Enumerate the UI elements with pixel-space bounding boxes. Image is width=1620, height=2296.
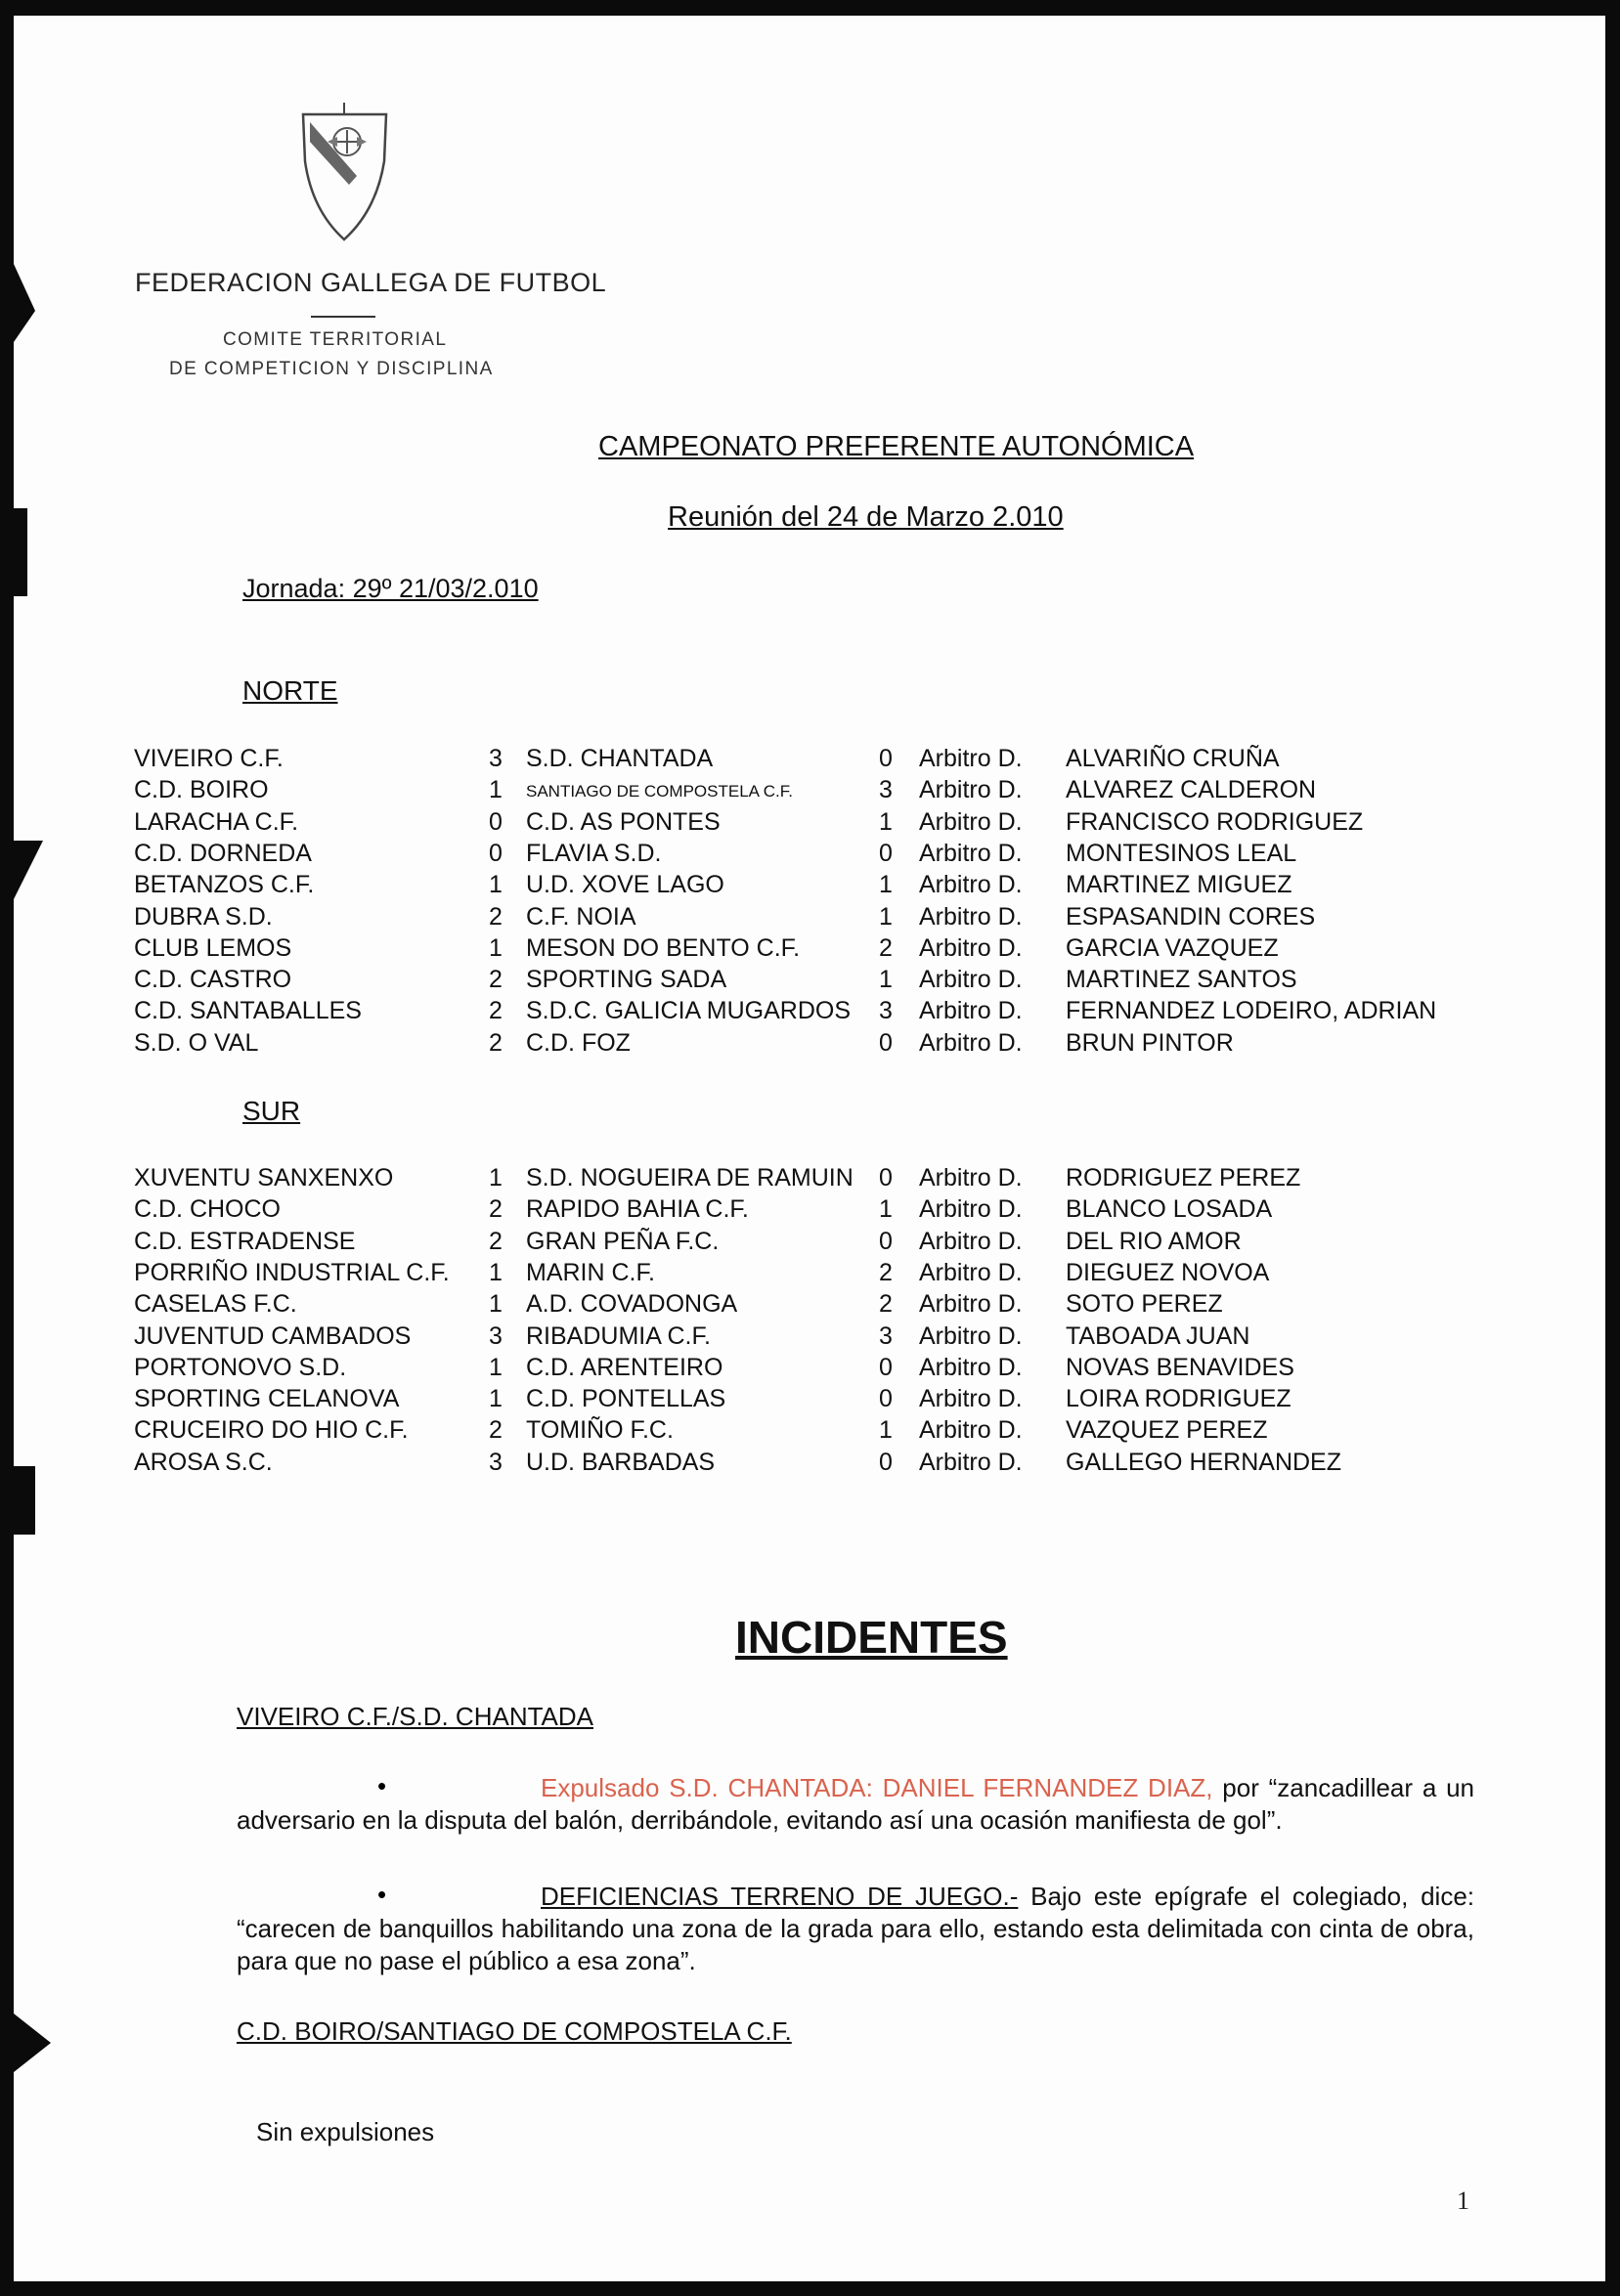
match-row [0, 1195, 1620, 1225]
referee-label: Arbitro D. [919, 966, 1023, 994]
referee-name: MARTINEZ MIGUEZ [1066, 871, 1292, 899]
away-score: 0 [879, 839, 893, 867]
referee-label: Arbitro D. [919, 1448, 1023, 1476]
home-score: 0 [489, 807, 503, 836]
referee-name: MONTESINOS LEAL [1066, 839, 1297, 867]
away-team: C.D. ARENTEIRO [526, 1353, 723, 1381]
referee-label: Arbitro D. [919, 1258, 1023, 1286]
away-team: FLAVIA S.D. [526, 839, 662, 867]
scan-edge-mark [14, 508, 27, 596]
home-team: C.D. CHOCO [134, 1195, 281, 1224]
home-team: C.D. DORNEDA [134, 839, 312, 867]
committee-line-1: COMITE TERRITORIAL [223, 329, 448, 350]
bullet: • [377, 1771, 387, 1800]
referee-name: DIEGUEZ NOVOA [1066, 1258, 1270, 1286]
away-score: 1 [879, 902, 893, 931]
referee-name: LOIRA RODRIGUEZ [1066, 1385, 1292, 1413]
home-score: 1 [489, 1164, 503, 1191]
referee-name: ALVAREZ CALDERON [1066, 776, 1317, 804]
match-row [0, 840, 1620, 869]
away-team: S.D.C. GALICIA MUGARDOS [526, 997, 852, 1025]
section-sur: SUR [242, 1096, 301, 1126]
home-team: CLUB LEMOS [134, 933, 292, 962]
away-team: A.D. COVADONGA [526, 1290, 738, 1319]
away-team: SANTIAGO DE COMPOSTELA C.F. [526, 782, 793, 801]
away-score: 2 [879, 933, 893, 962]
away-score: 3 [879, 997, 893, 1025]
referee-label: Arbitro D. [919, 776, 1023, 804]
referee-label: Arbitro D. [919, 1416, 1023, 1445]
home-score: 1 [489, 933, 503, 962]
referee-label: Arbitro D. [919, 933, 1023, 962]
away-score: 0 [879, 1385, 893, 1413]
referee-name: MARTINEZ SANTOS [1066, 966, 1297, 994]
away-team: S.D. CHANTADA [526, 745, 714, 772]
away-team: RIBADUMIA C.F. [526, 1321, 711, 1350]
home-score: 2 [489, 1028, 503, 1057]
referee-name: GALLEGO HERNANDEZ [1066, 1448, 1342, 1476]
incident-match-1: VIVEIRO C.F./S.D. CHANTADA [237, 1702, 594, 1731]
home-score: 1 [489, 776, 503, 804]
deficiencias-text: Bajo este epígrafe el colegiado, dice: “carecen de banquillos habilitando una zona de la grada para ello, estando esta delimitada con cinta de obra, para que no pase el público a esa zona”. [237, 1882, 1474, 1975]
committee-line-2: DE COMPETICION Y DISCIPLINA [169, 359, 494, 379]
away-score: 0 [879, 1448, 893, 1476]
away-team: RAPIDO BAHIA C.F. [526, 1195, 749, 1224]
away-score: 0 [879, 1227, 893, 1255]
match-row [0, 808, 1620, 838]
away-team: MARIN C.F. [526, 1258, 655, 1286]
referee-name: DEL RIO AMOR [1066, 1227, 1242, 1255]
match-row [0, 1416, 1620, 1446]
referee-label: Arbitro D. [919, 1321, 1023, 1350]
match-row [0, 997, 1620, 1026]
home-team: BETANZOS C.F. [134, 871, 315, 899]
expulsion-reason: por “zancadillear a un adversario en la disputa del balón, derribándole, evitando así una ocasión manifiesta de gol”. [237, 1773, 1474, 1835]
referee-label: Arbitro D. [919, 997, 1023, 1025]
referee-name: SOTO PEREZ [1066, 1290, 1223, 1319]
home-score: 0 [489, 839, 503, 867]
home-team: C.D. SANTABALLES [134, 997, 362, 1025]
home-score: 2 [489, 902, 503, 931]
page-number: 1 [1457, 2187, 1469, 2215]
away-team: TOMIÑO F.C. [526, 1416, 674, 1445]
away-team: MESON DO BENTO C.F. [526, 933, 801, 962]
referee-name: ALVARIÑO CRUÑA [1066, 745, 1280, 772]
home-team: C.D. CASTRO [134, 966, 292, 994]
jornada-label: Jornada: 29º 21/03/2.010 [242, 574, 539, 603]
home-score: 3 [489, 1321, 503, 1350]
match-row [0, 871, 1620, 900]
bullet: • [377, 1880, 387, 1909]
away-score: 0 [879, 1164, 893, 1191]
home-score: 1 [489, 1385, 503, 1413]
away-score: 0 [879, 1028, 893, 1057]
home-score: 1 [489, 1353, 503, 1381]
match-row [0, 903, 1620, 932]
incident-match-2: C.D. BOIRO/SANTIAGO DE COMPOSTELA C.F. [237, 2016, 792, 2046]
referee-name: TABOADA JUAN [1066, 1321, 1250, 1350]
home-team: S.D. O VAL [134, 1028, 259, 1057]
championship-title: CAMPEONATO PREFERENTE AUTONÓMICA [598, 431, 1195, 462]
home-score: 2 [489, 1416, 503, 1445]
deficiencias-label: DEFICIENCIAS TERRENO DE JUEGO.- [541, 1882, 1019, 1911]
match-row [0, 1029, 1620, 1059]
referee-name: NOVAS BENAVIDES [1066, 1353, 1294, 1381]
away-score: 1 [879, 966, 893, 994]
referee-label: Arbitro D. [919, 1290, 1023, 1319]
referee-name: GARCIA VAZQUEZ [1066, 933, 1279, 962]
home-score: 1 [489, 1258, 503, 1286]
away-team: C.D. PONTELLAS [526, 1385, 726, 1413]
home-team: DUBRA S.D. [134, 902, 273, 931]
referee-label: Arbitro D. [919, 745, 1023, 772]
match-row [0, 745, 1620, 774]
referee-label: Arbitro D. [919, 1353, 1023, 1381]
match-row [0, 1385, 1620, 1414]
home-score: 2 [489, 1227, 503, 1255]
referee-label: Arbitro D. [919, 871, 1023, 899]
away-score: 1 [879, 1416, 893, 1445]
match-row [0, 1449, 1620, 1478]
meeting-date: Reunión del 24 de Marzo 2.010 [668, 501, 1064, 533]
header-divider [311, 316, 375, 318]
away-score: 0 [879, 745, 893, 772]
referee-label: Arbitro D. [919, 1227, 1023, 1255]
referee-name: RODRIGUEZ PEREZ [1066, 1164, 1301, 1191]
match-row [0, 776, 1620, 805]
expulsion-paragraph [237, 1772, 1474, 1837]
home-team: XUVENTU SANXENXO [134, 1164, 394, 1191]
away-score: 1 [879, 1195, 893, 1224]
away-team: C.D. FOZ [526, 1028, 631, 1057]
away-score: 2 [879, 1290, 893, 1319]
referee-name: BLANCO LOSADA [1066, 1195, 1273, 1224]
no-expulsions: Sin expulsiones [256, 2117, 435, 2146]
expulsion-player: Expulsado S.D. CHANTADA: DANIEL FERNANDEZ DIAZ, [541, 1773, 1213, 1802]
referee-label: Arbitro D. [919, 902, 1023, 931]
away-score: 3 [879, 776, 893, 804]
referee-name: ESPASANDIN CORES [1066, 902, 1316, 931]
home-score: 3 [489, 745, 503, 772]
home-team: JUVENTUD CAMBADOS [134, 1321, 412, 1350]
away-team: C.D. AS PONTES [526, 807, 721, 836]
match-row [0, 1228, 1620, 1257]
section-norte: NORTE [242, 675, 338, 706]
home-team: CASELAS F.C. [134, 1290, 297, 1319]
match-row [0, 934, 1620, 964]
home-team: VIVEIRO C.F. [134, 745, 284, 772]
home-score: 1 [489, 1290, 503, 1319]
match-row [0, 1164, 1620, 1193]
away-team: U.D. XOVE LAGO [526, 871, 724, 899]
home-score: 2 [489, 966, 503, 994]
away-score: 3 [879, 1321, 893, 1350]
home-team: C.D. ESTRADENSE [134, 1227, 356, 1255]
match-row [0, 1290, 1620, 1320]
home-score: 3 [489, 1448, 503, 1476]
away-team: C.F. NOIA [526, 902, 636, 931]
referee-label: Arbitro D. [919, 1028, 1023, 1057]
match-row [0, 1322, 1620, 1352]
match-row [0, 1354, 1620, 1383]
away-score: 0 [879, 1353, 893, 1381]
away-team: GRAN PEÑA F.C. [526, 1227, 720, 1255]
home-team: SPORTING CELANOVA [134, 1385, 400, 1413]
referee-name: FRANCISCO RODRIGUEZ [1066, 807, 1364, 836]
away-team: U.D. BARBADAS [526, 1448, 716, 1476]
away-score: 1 [879, 871, 893, 899]
home-score: 1 [489, 871, 503, 899]
referee-name: BRUN PINTOR [1066, 1028, 1234, 1057]
referee-name: VAZQUEZ PEREZ [1066, 1416, 1268, 1445]
deficiencias-paragraph [237, 1881, 1474, 1977]
home-team: CRUCEIRO DO HIO C.F. [134, 1416, 409, 1445]
away-score: 1 [879, 807, 893, 836]
away-score: 2 [879, 1258, 893, 1286]
home-score: 2 [489, 1195, 503, 1224]
away-team: S.D. NOGUEIRA DE RAMUIN [526, 1164, 854, 1191]
org-name: FEDERACION GALLEGA DE FUTBOL [135, 268, 607, 297]
home-team: LARACHA C.F. [134, 807, 299, 836]
referee-label: Arbitro D. [919, 807, 1023, 836]
home-team: AROSA S.C. [134, 1448, 273, 1476]
referee-label: Arbitro D. [919, 1385, 1023, 1413]
match-row [0, 1259, 1620, 1288]
home-score: 2 [489, 997, 503, 1025]
away-team: SPORTING SADA [526, 966, 727, 994]
match-row [0, 966, 1620, 995]
referee-label: Arbitro D. [919, 839, 1023, 867]
home-team: C.D. BOIRO [134, 776, 269, 804]
referee-label: Arbitro D. [919, 1164, 1023, 1191]
incidentes-title: INCIDENTES [735, 1612, 1008, 1663]
referee-label: Arbitro D. [919, 1195, 1023, 1224]
federation-shield-logo [298, 103, 391, 244]
home-team: PORTONOVO S.D. [134, 1353, 347, 1381]
referee-name: FERNANDEZ LODEIRO, ADRIAN [1066, 997, 1437, 1025]
home-team: PORRIÑO INDUSTRIAL C.F. [134, 1258, 450, 1286]
